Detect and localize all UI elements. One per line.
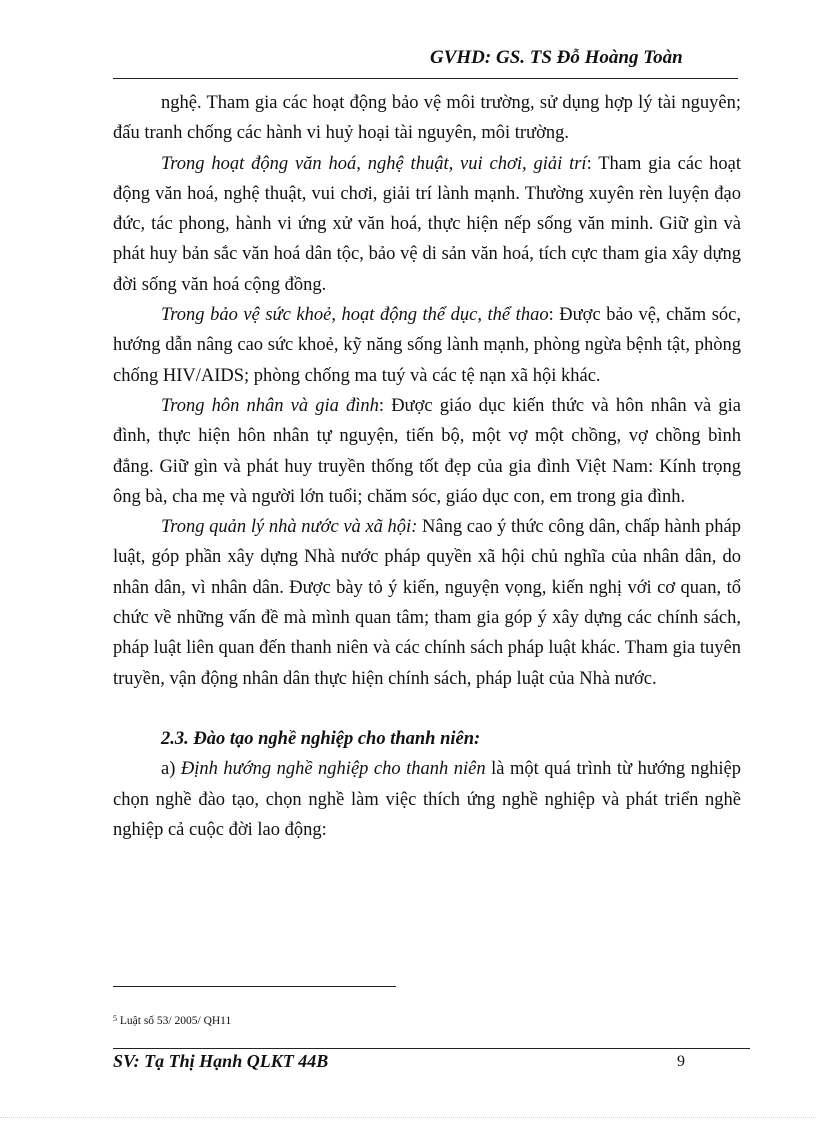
- section-spacer: [113, 694, 741, 724]
- paragraph-3-text: : Được bảo vệ, chăm sóc, hướng dẫn nâng cao sức khoẻ, kỹ năng sống lành mạnh, phòng ngừa bệnh tật, phòng chống HIV/AIDS; phòng chống ma tuý và các tệ nạn xã hội khác.: [113, 305, 741, 386]
- section-paragraph-text: là một quá trình từ hướng nghiệp chọn nghề đào tạo, chọn nghề làm việc thích ứng nghề nghiệp và phát triển nghề nghiệp cả cuộc đời lao động:: [113, 759, 741, 840]
- paragraph-4-lead: Trong hôn nhân và gia đình: [161, 395, 379, 416]
- footer-rule: [113, 1048, 750, 1049]
- section-paragraph: [113, 754, 741, 845]
- paragraph-4: [113, 391, 741, 512]
- paragraph-2-lead: Trong hoạt động văn hoá, nghệ thuật, vui chơi, giải trí: [161, 153, 587, 174]
- header-title: GVHD: GS. TS Đỗ Hoàng Toàn: [430, 47, 683, 68]
- paragraph-5-lead: Trong quản lý nhà nước và xã hội:: [161, 517, 418, 538]
- section-paragraph-lead: Định hướng nghề nghiệp cho thanh niên: [180, 759, 486, 780]
- paragraph-1: [113, 88, 741, 149]
- section-heading: 2.3. Đào tạo nghề nghiệp cho thanh niên:: [161, 728, 481, 749]
- footnote-text: Luật số 53/ 2005/ QH11: [117, 1015, 232, 1027]
- footnote-separator: [113, 986, 396, 987]
- paragraph-4-text: : Được giáo dục kiến thức và hôn nhân và gia đình, thực hiện hôn nhân tự nguyện, tiến bộ, một vợ một chồng, vợ chồng bình đẳng. Giữ gìn và phát huy truyền thống tốt đẹp của gia đình Việt Nam: Kính trọng ông bà, cha mẹ và người lớn tuổi; chăm sóc, giáo dục con, em trong gia đình.: [113, 395, 742, 507]
- paragraph-5-text: Nâng cao ý thức công dân, chấp hành pháp luật, góp phần xây dựng Nhà nước pháp quyền xã hội chủ nghĩa của nhân dân, do nhân dân, vì nhân dân. Được bày tỏ ý kiến, nguyện vọng, kiến nghị với cơ quan, tổ chức về những vấn đề mà mình quan tâm; tham gia góp ý xây dựng các chính sách, pháp luật liên quan đến thanh niên và các chính sách pháp luật khác. Tham gia tuyên truyền, vận động nhân dân thực hiện chính sách, pháp luật của Nhà nước.: [113, 517, 742, 689]
- paragraph-1-text: nghệ. Tham gia các hoạt động bảo vệ môi trường, sử dụng hợp lý tài nguyên; đấu tranh chống các hành vi huỷ hoại tài nguyên, môi trường.: [113, 93, 741, 144]
- paragraph-3-lead: Trong bảo vệ sức khoẻ, hoạt động thể dục, thể thao: [161, 305, 549, 326]
- page-number: 9: [677, 1053, 685, 1070]
- paragraph-5: [113, 512, 741, 694]
- section-paragraph-prefix: a): [161, 759, 181, 780]
- paragraph-3: [113, 300, 741, 391]
- footnote: [113, 1012, 231, 1028]
- paragraph-2-text: : Tham gia các hoạt động văn hoá, nghệ thuật, vui chơi, giải trí lành mạnh. Thường xuyên rèn luyện đạo đức, tác phong, hành vi ứng xử văn hoá, thực hiện nếp sống văn minh. Giữ gìn và phát huy bản sắc văn hoá dân tộc, bảo vệ di sản văn hoá, tích cực tham gia xây dựng đời sống văn hoá cộng đồng.: [113, 153, 741, 295]
- page-bottom-dotted-edge: [0, 1117, 816, 1118]
- body-text: [113, 88, 741, 845]
- footnote-marker: 5: [113, 1014, 117, 1023]
- paragraph-2: [113, 149, 741, 300]
- header-rule: [113, 78, 738, 79]
- footer-author: SV: Tạ Thị Hạnh QLKT 44B: [113, 1051, 329, 1071]
